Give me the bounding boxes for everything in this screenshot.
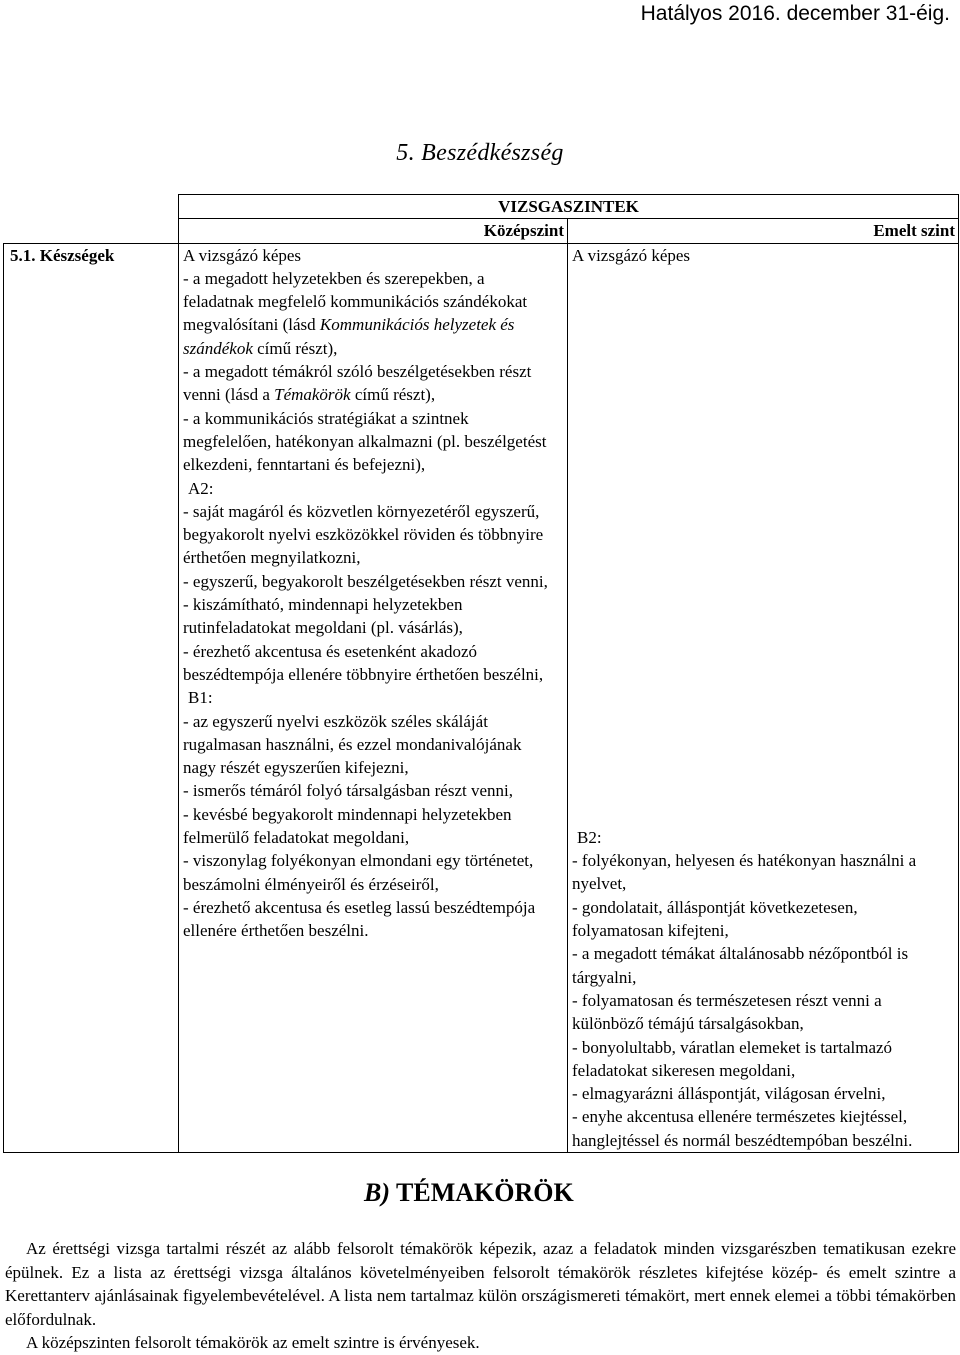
section-b-letter: B) [364, 1178, 390, 1207]
list-item: - bonyolultabb, váratlan elemeket is tartalmazó feladatokat sikeresen megoldani, [572, 1037, 893, 1080]
validity-header: Hatályos 2016. december 31-éig. [640, 2, 950, 25]
list-item: - saját magáról és közvetlen környezetéről egyszerű, begyakorolt nyelvi eszközökkel röviden és többnyire érthetően megnyilatkozni, [183, 501, 544, 568]
b2-label: B2: [577, 827, 602, 847]
requirements-table [3, 194, 959, 1153]
a2-items [183, 500, 549, 686]
section-title: 5. Beszédkészség [396, 140, 564, 166]
row-label: 5.1. Készségek [4, 243, 179, 1152]
section-b-title [364, 1178, 574, 1208]
b1-items [183, 710, 549, 943]
a2-label: A2: [188, 478, 214, 498]
list-item: - kiszámítható, mindennapi helyzetekben rutinfeladatokat megoldani (pl. vásárlás), [183, 595, 463, 638]
list-item: - a megadott témákról szóló beszélgetésekben részt venni (lásd a Témakörök című részt), [183, 362, 532, 405]
section-b-name: TÉMAKÖRÖK [396, 1178, 574, 1207]
list-item: - a megadott témákat általánosabb nézőpontból is tárgyalni, [572, 944, 909, 987]
list-item: - érezhető akcentusa és esetenként akadozó beszédtempója ellenére többnyire érthetően beszélni, [183, 641, 544, 684]
mid-intro: A vizsgázó képes [183, 245, 302, 265]
b1-label: B1: [188, 688, 213, 708]
paragraph: Az érettségi vizsga tartalmi részét az alább felsorolt témakörök képezik, azaz a feladatok minden vizsgarészben tematikusan ezekre épülnek. Ez a lista az érettségi vizsga általános követelményeiben felsorolt témakörök részletes kifejtése közép- és emelt szintre a Kerettanterv ajánlásainak figyelembevételével. A lista nem tartalmaz külön országismereti témakört, mert ennek elemei a többi témakörben előfordulnak. [5, 1239, 956, 1329]
list-item: - érezhető akcentusa és esetleg lassú beszédtempója ellenére érthetően beszélni. [183, 897, 536, 941]
list-item: - elmagyarázni álláspontját, világosan érvelni, [572, 1084, 886, 1104]
list-item: - folyékonyan, helyesen és hatékonyan használni a nyelvet, [572, 851, 917, 894]
column-header-adv: Emelt szint [568, 219, 959, 243]
exam-levels-heading: VIZSGASZINTEK [179, 195, 959, 219]
list-item: - ismerős témáról folyó társalgásban részt venni, [183, 781, 513, 801]
paragraph: A középszinten felsorolt témakörök az emelt szintre is érvényesek. [26, 1333, 480, 1352]
mid-level-cell [179, 243, 568, 1152]
adv-intro: A vizsgázó képes [572, 245, 691, 265]
list-item: - kevésbé begyakorolt mindennapi helyzetekben felmerülő feladatokat megoldani, [183, 804, 512, 848]
intro-paragraphs [5, 1237, 956, 1355]
list-item: - gondolatait, álláspontját következetesen, folyamatosan kifejteni, [572, 897, 858, 941]
mid-general-items [183, 267, 549, 477]
list-item: - az egyszerű nyelvi eszközök széles skáláját rugalmasan használni, és ezzel mondanivalójának nagy részét egyszerűen kifejezni, [183, 711, 522, 778]
list-item: - folyamatosan és természetesen részt venni a különböző témájú társalgásokban, [572, 990, 882, 1034]
list-item: - a kommunikációs stratégiákat a szintnek megfelelően, hatékonyan alkalmazni (pl. beszélgetést elkezdeni, fenntartani és befejezni), [183, 408, 547, 475]
b2-items [572, 849, 952, 1152]
column-header-mid: Középszint [179, 219, 568, 243]
list-item: - egyszerű, begyakorolt beszélgetésekben részt venni, [183, 571, 548, 591]
list-item: - enyhe akcentusa ellenére természetes kiejtéssel, hanglejtéssel és normál beszédtempóban beszélni. [572, 1107, 913, 1150]
adv-level-cell [568, 243, 959, 1152]
list-item: - a megadott helyzetekben és szerepekben, a feladatnak megfelelő kommunikációs szándékokat megvalósítani (lásd Kommunikációs helyzetek és szándékok című részt), [183, 268, 528, 358]
list-item: - viszonylag folyékonyan elmondani egy történetet, beszámolni élményeiről és érzéseiről, [183, 851, 534, 894]
